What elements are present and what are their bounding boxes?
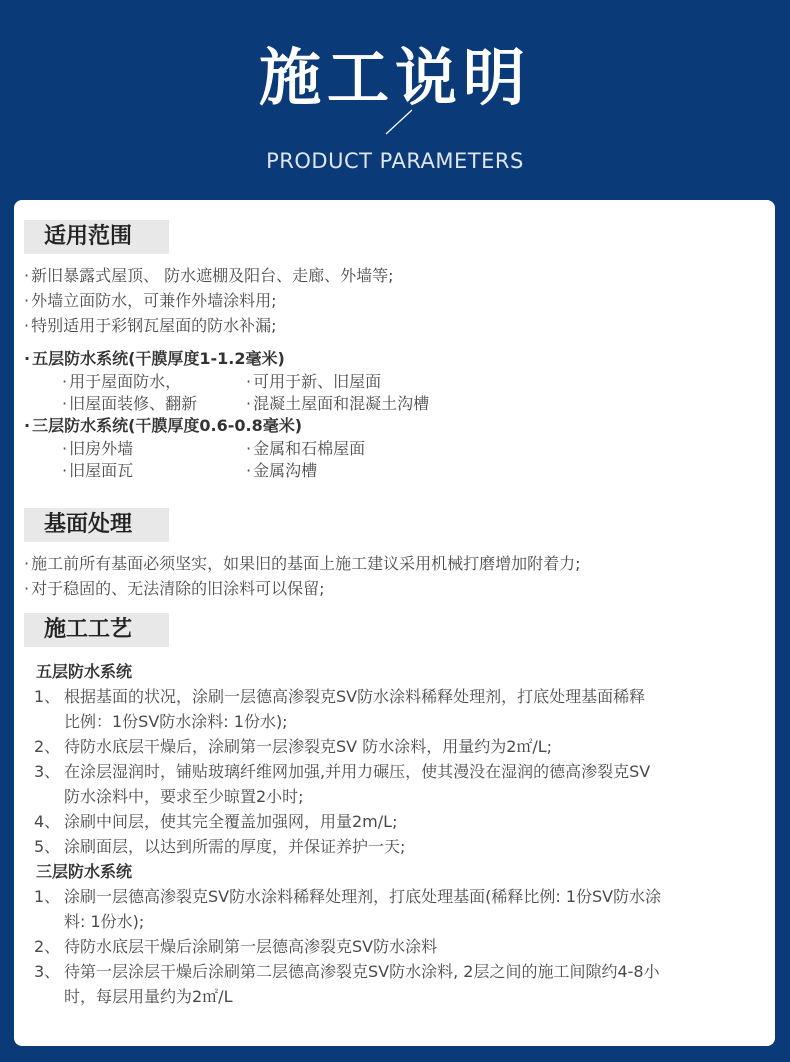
step-number: 4、: [34, 812, 61, 831]
system-five-cell: · 用于屋面防水，: [62, 372, 182, 391]
system-three-cell: · 金属和石棉屋面: [246, 439, 366, 458]
system-three-cell: · 旧屋面瓦: [62, 461, 134, 480]
step-text: 在涂层湿润时，铺贴玻璃纤维网加强,并用力碾压，使其漫没在湿润的德高渗裂克SV: [64, 762, 651, 781]
system-three-cell: · 旧房外墙: [62, 439, 134, 458]
step-number: 2、: [34, 937, 61, 956]
step-text: 料: 1份水);: [64, 912, 145, 931]
system-three-title: · 三层防水系统(干膜厚度0.6-0.8毫米): [24, 416, 303, 435]
step-number: 1、: [34, 887, 61, 906]
step-text: 根据基面的状况，涂刷一层德高渗裂克SV防水涂料稀释处理剂，打底处理基面稀释: [64, 687, 646, 706]
section-label-base: 基面处理: [24, 508, 169, 542]
step-number: 2、: [34, 737, 61, 756]
base-item: · 对于稳固的、无法清除的旧涂料可以保留;: [24, 579, 325, 598]
system-three-cell: · 金属沟槽: [246, 461, 318, 480]
section-label-scope: 适用范围: [24, 220, 169, 254]
step-number: 5、: [34, 837, 61, 856]
step-text: 防水涂料中，要求至少晾置2小时;: [64, 787, 304, 806]
section-label-process: 施工工艺: [24, 613, 169, 647]
step-text: 涂刷中间层，使其完全覆盖加强网，用量2m/L;: [64, 812, 398, 831]
step-text: 比例：1份SV防水涂料: 1份水);: [64, 712, 288, 731]
page-header: [0, 0, 790, 200]
step-number: 3、: [34, 962, 61, 981]
system-five-cell: · 混凝土屋面和混凝土沟槽: [246, 394, 430, 413]
system-five-cell: · 可用于新、旧屋面: [246, 372, 382, 391]
step-number: 3、: [34, 762, 61, 781]
process-five-heading: 五层防水系统: [36, 662, 133, 681]
content-card: [14, 200, 775, 1046]
page-title: 施工说明: [258, 41, 531, 114]
scope-item: · 外墙立面防水，可兼作外墙涂料用;: [24, 291, 277, 310]
scope-item: · 新旧暴露式屋顶、 防水遮棚及阳台、走廊、外墙等;: [24, 266, 394, 285]
system-five-cell: · 旧屋面装修、翻新: [62, 394, 198, 413]
step-text: 待防水底层干燥后，涂刷第一层渗裂克SV 防水涂料，用量约为2㎡/L;: [64, 737, 553, 756]
step-text: 待第一层涂层干燥后涂刷第二层德高渗裂克SV防水涂料, 2层之间的施工间隙约4-8小: [64, 962, 660, 981]
step-number: 1、: [34, 687, 61, 706]
step-text: 待防水底层干燥后涂刷第一层德高渗裂克SV防水涂料: [64, 937, 438, 956]
step-text: 涂刷面层，以达到所需的厚度，并保证养护一天;: [64, 837, 406, 856]
base-item: · 施工前所有基面必须坚实，如果旧的基面上施工建议采用机械打磨增加附着力;: [24, 554, 581, 573]
scope-item: · 特别适用于彩钢瓦屋面的防水补漏;: [24, 316, 277, 335]
system-five-title: · 五层防水系统(干膜厚度1-1.2毫米): [24, 349, 285, 368]
page-subtitle: PRODUCT PARAMETERS: [266, 149, 524, 173]
step-text: 时，每层用量约为2㎡/L: [64, 987, 233, 1006]
step-text: 涂刷一层德高渗裂克SV防水涂料稀释处理剂，打底处理基面(稀释比例: 1份SV防水涂: [64, 887, 662, 906]
process-three-heading: 三层防水系统: [36, 862, 133, 881]
slash-divider-icon: [384, 108, 414, 136]
